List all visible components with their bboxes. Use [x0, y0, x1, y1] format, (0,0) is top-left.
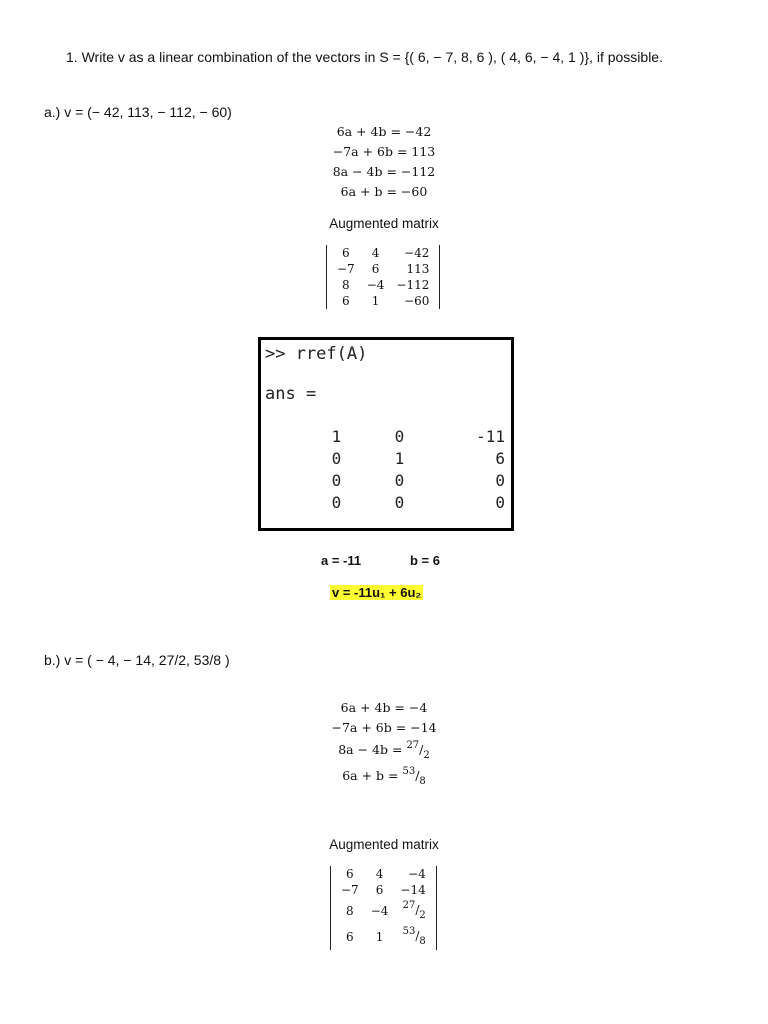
matrix-row	[335, 898, 432, 924]
console-row	[305, 448, 511, 470]
matrix-row	[331, 277, 435, 293]
part-b-label: b.) v = ( − 4, − 14, 27/2, 53/8 )	[44, 652, 230, 668]
console-cell: 0	[331, 493, 342, 512]
matrix-cell	[394, 898, 431, 924]
matrix-cell: 6	[346, 930, 354, 944]
console-row	[305, 470, 511, 492]
console-cell: 0	[495, 471, 505, 490]
console-cell: 0	[394, 427, 405, 446]
augmented-matrix-a	[326, 245, 440, 309]
matrix-row	[331, 261, 435, 277]
fraction: $^{53}/_8$	[402, 766, 426, 787]
highlighted-result: v = -11u₁ + 6u₂	[332, 585, 422, 600]
matrix-row	[331, 245, 435, 261]
augmented-matrix-b	[330, 866, 437, 950]
part-a-equation: 6a + b = −60	[340, 184, 428, 199]
fraction: $^{53}/_8$	[402, 926, 426, 947]
matrix-cell: 4	[371, 246, 380, 260]
matrix-cell: −4	[370, 904, 389, 918]
matrix-row	[331, 293, 435, 309]
console-command: >> rref(A)	[265, 344, 368, 364]
matrix-cell: 1	[375, 930, 384, 944]
part-b-equation: −7a + 6b = −14	[331, 720, 437, 735]
matrix-cell: 8	[342, 278, 350, 292]
console-cell: 0	[331, 471, 342, 490]
fraction-denominator: 8	[419, 776, 426, 787]
fraction: $^{27}/_2$	[402, 900, 426, 921]
equation-lhs: 6a + b =	[342, 768, 403, 783]
console-cell: 0	[394, 471, 405, 490]
fraction-denominator: 8	[419, 936, 426, 947]
console-cell: 0	[331, 449, 342, 468]
matrix-row	[335, 866, 432, 882]
rref-result-matrix	[305, 426, 511, 514]
matrix-cell: 4	[375, 867, 384, 881]
a-value: a = -11	[321, 553, 362, 568]
matrix-cell: −42	[404, 246, 430, 260]
fraction-denominator: 2	[419, 910, 426, 921]
part-b-equation: 6a + 4b = −4	[340, 700, 428, 715]
matrix-cell: −14	[400, 883, 426, 897]
matrix-row	[335, 924, 432, 950]
matrix-cell: −4	[408, 867, 426, 881]
rref-console-screenshot	[258, 337, 514, 531]
matrix-cell: 113	[406, 262, 430, 276]
matrix-cell	[394, 924, 431, 950]
console-cell: -11	[476, 427, 505, 446]
fraction-denominator: 2	[423, 750, 430, 761]
part-a-equation: 6a + 4b = −42	[336, 124, 432, 139]
console-cell: 0	[394, 493, 405, 512]
console-cell: 0	[495, 493, 505, 512]
console-row	[305, 426, 511, 448]
part-a-equation: −7a + 6b = 113	[332, 144, 436, 159]
part-b-equation	[0, 740, 768, 761]
fraction-numerator: 53	[402, 766, 416, 777]
matrix-cell: −4	[366, 278, 385, 292]
fraction-numerator: 27	[402, 900, 416, 911]
matrix-cell: −7	[337, 262, 355, 276]
console-ans-label: ans =	[265, 384, 317, 404]
console-cell: 1	[331, 427, 342, 446]
matrix-cell: −112	[396, 278, 430, 292]
matrix-cell: 6	[346, 867, 354, 881]
b-value: b = 6	[410, 553, 440, 568]
matrix-row	[335, 882, 432, 898]
matrix-cell: 6	[375, 883, 384, 897]
matrix-cell: 6	[342, 294, 350, 308]
fraction: $^{27}/_2$	[406, 740, 430, 761]
matrix-cell: 8	[346, 904, 354, 918]
fraction-numerator: 27	[406, 740, 420, 751]
matrix-cell: 6	[371, 262, 380, 276]
augmented-matrix-label: Augmented matrix	[329, 216, 439, 231]
console-row	[305, 492, 511, 514]
part-a-equation: 8a − 4b = −112	[332, 164, 436, 179]
console-cell: 6	[495, 449, 505, 468]
console-cell: 1	[394, 449, 405, 468]
part-a-label: a.) v = (− 42, 113, − 112, − 60)	[44, 104, 232, 120]
matrix-cell: −7	[341, 883, 359, 897]
fraction-numerator: 53	[402, 926, 416, 937]
augmented-matrix-label: Augmented matrix	[329, 837, 439, 852]
question-text: 1. Write v as a linear combination of the vectors in S = {( 6, − 7, 8, 6 ), ( 4, 6, − 4, 1 )}, if possible.	[66, 49, 663, 65]
matrix-cell: 1	[371, 294, 380, 308]
part-b-equation	[0, 766, 768, 787]
matrix-cell: −60	[404, 294, 430, 308]
equation-lhs: 8a − 4b =	[338, 742, 407, 757]
matrix-cell: 6	[342, 246, 350, 260]
